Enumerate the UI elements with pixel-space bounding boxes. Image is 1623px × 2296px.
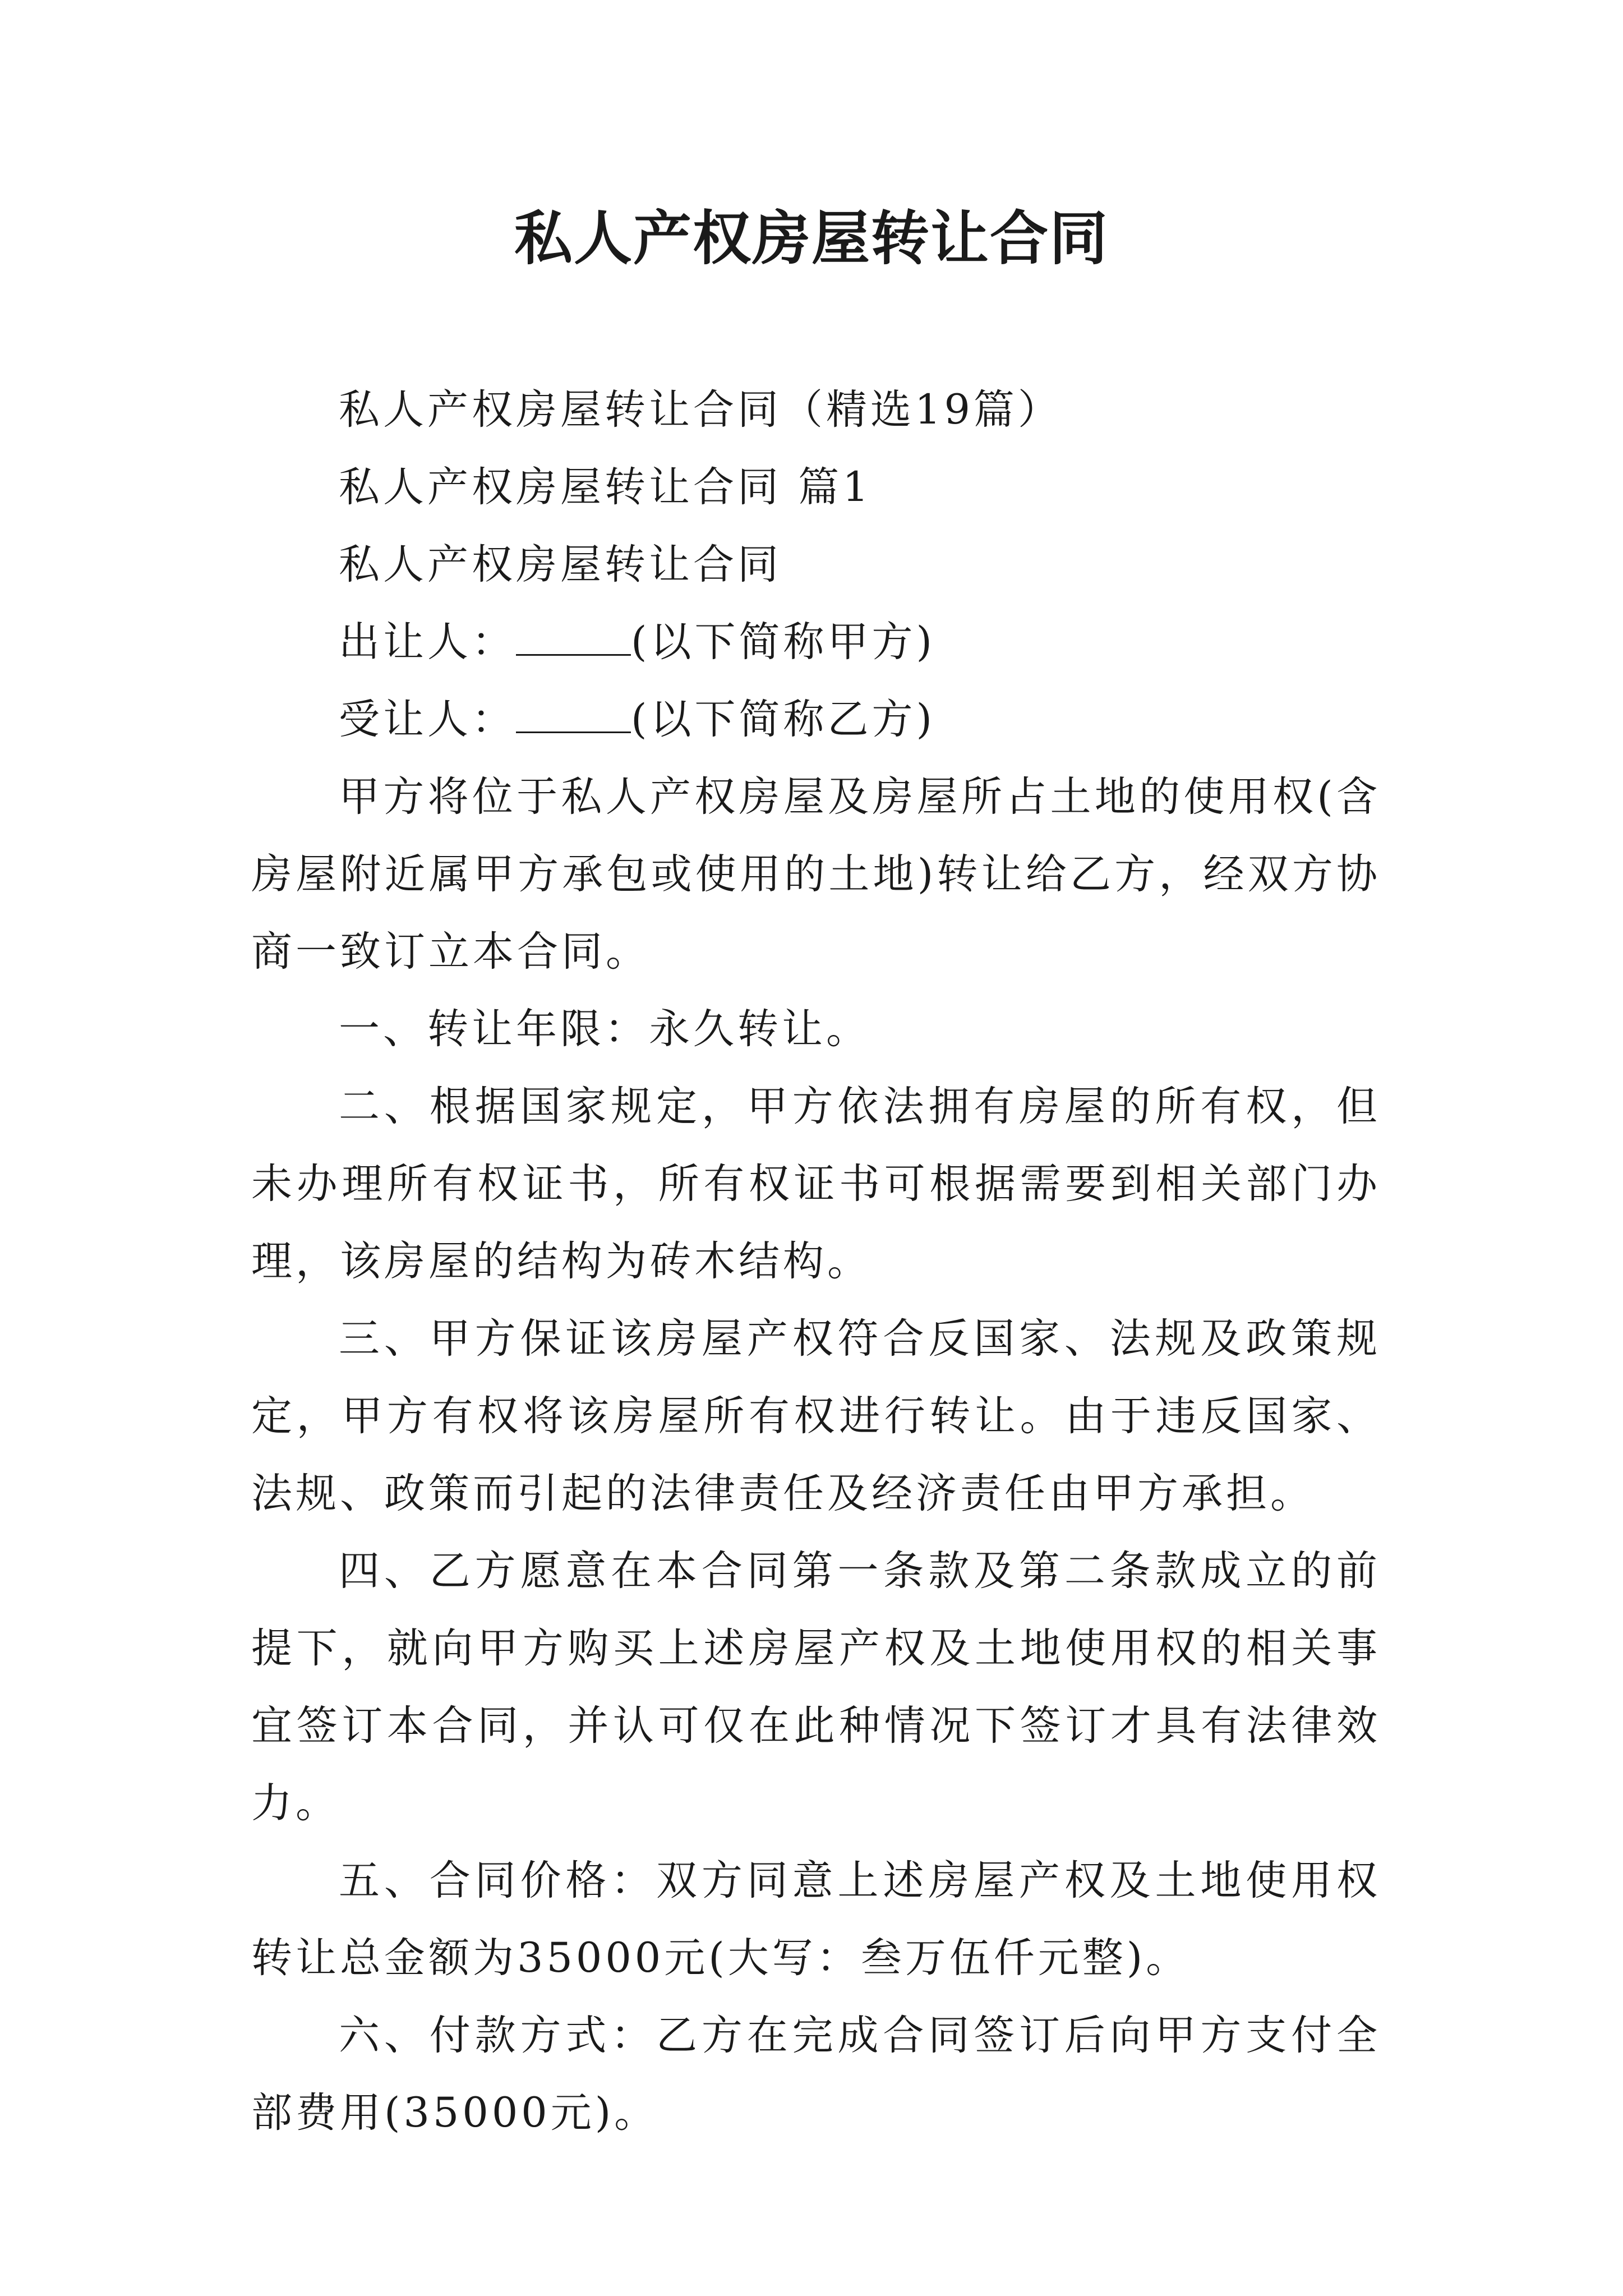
clause-paragraph: 三、甲方保证该房屋产权符合反国家、法规及政策规定，甲方有权将该房屋所有权进行转让。由于违反国家、法规、政策而引起的法律责任及经济责任由甲方承担。 xyxy=(251,1315,1381,1517)
transferor-label: 出让人： xyxy=(339,618,516,666)
clause-paragraph: 六、付款方式：乙方在完成合同签订后向甲方支付全部费用(35000元)。 xyxy=(251,2012,1381,2137)
contract-heading: 私人产权房屋转让合同 xyxy=(339,541,782,588)
document-title: 私人产权房屋转让合同 xyxy=(514,204,1109,273)
transferor-blank xyxy=(516,620,631,656)
document-subtitle: 私人产权房屋转让合同（精选19篇） xyxy=(339,386,1062,434)
clause-paragraph: 四、乙方愿意在本合同第一条款及第二条款成立的前提下，就向甲方购买上述房屋产权及土地使用权的相关事宜签订本合同，并认可仅在此种情况下签订才具有法律效力。 xyxy=(251,1547,1381,1827)
clause-paragraph: 一、转让年限：永久转让。 xyxy=(339,1005,870,1053)
transferor-suffix: (以下简称甲方) xyxy=(631,618,935,666)
chapter-heading: 私人产权房屋转让合同 篇1 xyxy=(339,463,872,511)
document-body xyxy=(251,371,1381,2152)
transferee-suffix: (以下简称乙方) xyxy=(631,696,935,743)
clause-paragraph: 二、根据国家规定，甲方依法拥有房屋的所有权，但未办理所有权证书，所有权证书可根据需要到相关部门办理，该房屋的结构为砖木结构。 xyxy=(251,1083,1381,1285)
transferee-blank xyxy=(516,698,631,733)
transferee-label: 受让人： xyxy=(339,696,516,743)
intro-paragraph: 甲方将位于私人产权房屋及房屋所占土地的使用权(含房屋附近属甲方承包或使用的土地)转让给乙方，经双方协商一致订立本合同。 xyxy=(251,773,1381,976)
transferee-line xyxy=(251,681,1381,758)
transferor-line xyxy=(251,604,1381,681)
clause-paragraph: 五、合同价格：双方同意上述房屋产权及土地使用权转让总金额为35000元(大写：叁万伍仟元整)。 xyxy=(251,1857,1381,1982)
